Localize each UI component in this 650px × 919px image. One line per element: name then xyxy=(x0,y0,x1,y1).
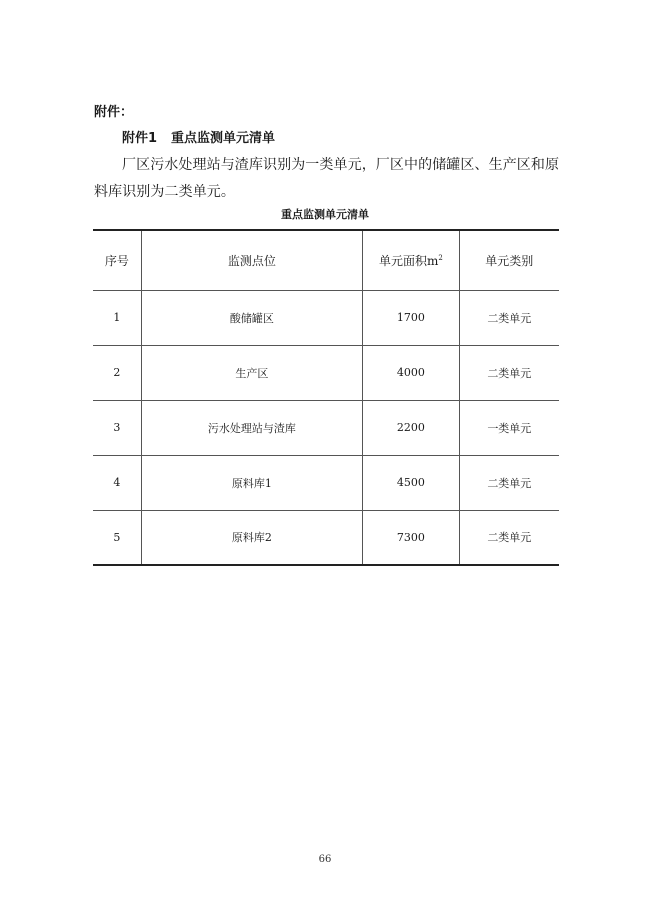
cell-location: 生产区 xyxy=(141,345,362,400)
cell-category: 二类单元 xyxy=(459,455,559,510)
cell-location: 污水处理站与渣库 xyxy=(141,400,362,455)
cell-location: 酸储罐区 xyxy=(141,290,362,345)
table-row xyxy=(93,510,559,565)
table-row xyxy=(93,455,559,510)
header-area xyxy=(363,230,459,290)
cell-index: 2 xyxy=(93,345,141,400)
page-number: 66 xyxy=(318,854,332,865)
table-caption: 重点监测单元清单 xyxy=(281,208,369,221)
header-area-label: 单元面积m xyxy=(378,253,439,268)
monitoring-units-table xyxy=(93,229,559,566)
cell-index: 3 xyxy=(93,400,141,455)
table-row xyxy=(93,290,559,345)
cell-location: 原料库1 xyxy=(141,455,362,510)
annex-subheading xyxy=(122,127,275,146)
cell-index: 4 xyxy=(93,455,141,510)
cell-area: 2200 xyxy=(363,400,459,455)
cell-index: 1 xyxy=(93,290,141,345)
cell-index: 5 xyxy=(93,510,141,565)
cell-category: 二类单元 xyxy=(459,345,559,400)
cell-category: 一类单元 xyxy=(459,400,559,455)
table-row xyxy=(93,345,559,400)
header-category: 单元类别 xyxy=(459,230,559,290)
annex-title: 重点监测单元清单 xyxy=(171,131,276,146)
cell-location: 原料库2 xyxy=(141,510,362,565)
header-location: 监测点位 xyxy=(141,230,362,290)
header-area-sup: 2 xyxy=(438,253,443,262)
cell-category: 二类单元 xyxy=(459,290,559,345)
cell-area: 4500 xyxy=(363,455,459,510)
header-index: 序号 xyxy=(104,253,129,268)
table-row xyxy=(93,400,559,455)
cell-category: 二类单元 xyxy=(459,510,559,565)
annex-heading: 附件： xyxy=(94,105,134,120)
table-header-row xyxy=(93,230,559,290)
body-paragraph: 厂区污水处理站与渣库识别为一类单元，厂区中的储罐区、生产区和原料库识别为二类单元。 xyxy=(94,157,560,200)
cell-area: 7300 xyxy=(363,510,459,565)
cell-area: 4000 xyxy=(363,345,459,400)
annex-label: 附件1 xyxy=(122,131,158,146)
cell-area: 1700 xyxy=(363,290,459,345)
